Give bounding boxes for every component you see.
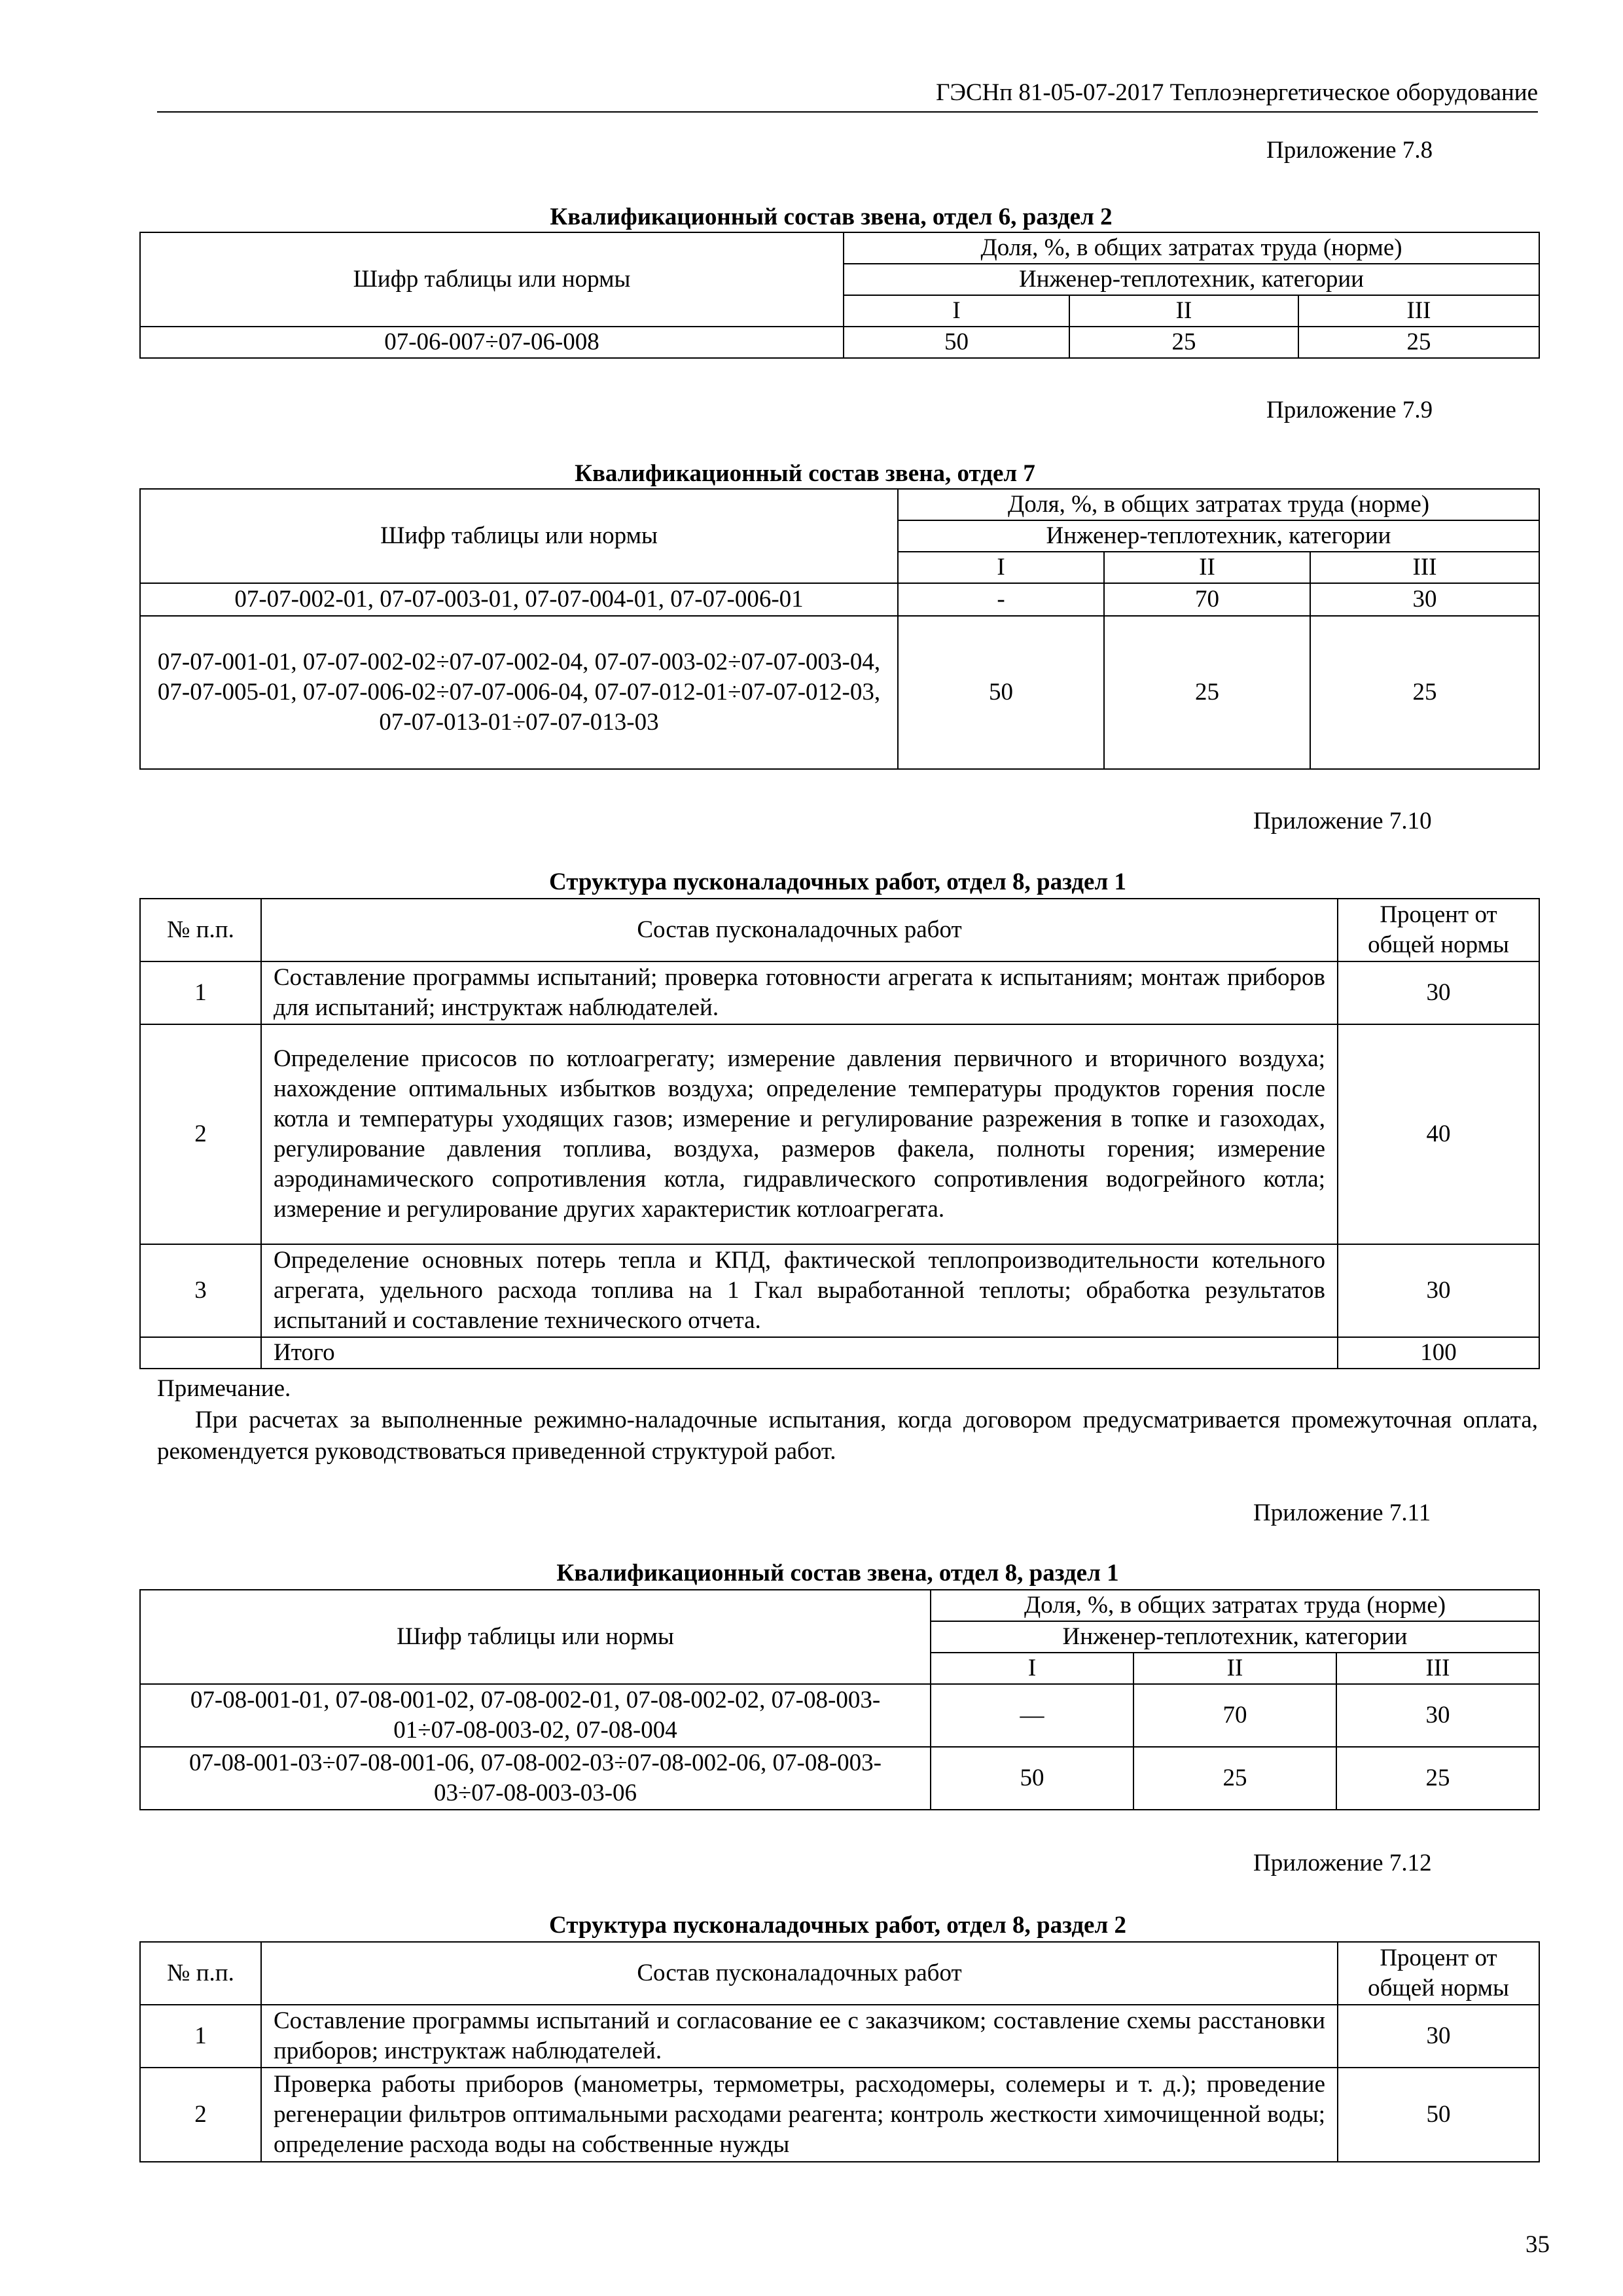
cell-cat-2: 70 xyxy=(1104,583,1310,616)
cell-number: 2 xyxy=(140,2068,261,2162)
header-cat-3: III xyxy=(1336,1653,1539,1684)
header-code: Шифр таблицы или нормы xyxy=(140,489,898,583)
cell-number: 2 xyxy=(140,1024,261,1244)
header-cat-1: I xyxy=(931,1653,1133,1684)
header-engineer: Инженер-теплотехник, категории xyxy=(844,264,1539,295)
cell-cat-1: - xyxy=(898,583,1104,616)
cell-cat-3: 30 xyxy=(1310,583,1539,616)
running-header xyxy=(157,77,1538,113)
table-7-8-caption: Квалификационный состав звена, отдел 6, раздел 2 xyxy=(550,204,1113,230)
header-percent: Процент от общей нормы xyxy=(1338,899,1539,961)
header-work: Состав пусконаладочных работ xyxy=(261,1942,1338,2005)
table-7-12-caption: Структура пусконаладочных работ, отдел 8, раздел 2 xyxy=(549,1912,1126,1939)
table-7-10 xyxy=(139,898,1540,1369)
cell-code: 07-08-001-03÷07-08-001-06, 07-08-002-03÷07-08-002-06, 07-08-003-03÷07-08-003-03-06 xyxy=(140,1747,931,1810)
header-code: Шифр таблицы или нормы xyxy=(140,232,844,327)
cell-number-empty xyxy=(140,1337,261,1369)
table-7-11-caption: Квалификационный состав звена, отдел 8, раздел 1 xyxy=(556,1560,1119,1587)
cell-number: 3 xyxy=(140,1244,261,1337)
cell-code: 07-07-002-01, 07-07-003-01, 07-07-004-01, 07-07-006-01 xyxy=(140,583,898,616)
appendix-7-8-label: Приложение 7.8 xyxy=(1266,137,1433,164)
appendix-7-9-label: Приложение 7.9 xyxy=(1266,397,1433,423)
header-share: Доля, %, в общих затратах труда (норме) xyxy=(844,232,1539,264)
cell-code: 07-06-007÷07-06-008 xyxy=(140,327,844,358)
note-title: Примечание. xyxy=(157,1375,291,1402)
page-number: 35 xyxy=(1525,2231,1550,2258)
header-number: № п.п. xyxy=(140,899,261,961)
total-value: 100 xyxy=(1338,1337,1539,1369)
cell-cat-2: 25 xyxy=(1133,1747,1336,1810)
cell-cat-1: 50 xyxy=(898,616,1104,769)
cell-work: Проверка работы приборов (манометры, термометры, расходомеры, солемеры и т. д.); проведение регенерации фильтров оптимальными расходами реагента; контроль жесткости химочищенной воды; определение расхода воды на собственные нужды xyxy=(261,2068,1338,2162)
table-row xyxy=(140,1684,1539,1747)
table-row xyxy=(140,1244,1539,1337)
table-row xyxy=(140,327,1539,358)
table-row xyxy=(140,583,1539,616)
cell-cat-3: 30 xyxy=(1336,1684,1539,1747)
header-engineer: Инженер-теплотехник, категории xyxy=(931,1621,1539,1653)
table-row xyxy=(140,2068,1539,2162)
appendix-7-11-label: Приложение 7.11 xyxy=(1253,1499,1431,1526)
cell-code: 07-08-001-01, 07-08-001-02, 07-08-002-01, 07-08-002-02, 07-08-003-01÷07-08-003-02, 07-08-004 xyxy=(140,1684,931,1747)
cell-work: Составление программы испытаний и согласование ее с заказчиком; составление схемы расстановки приборов; инструктаж наблюдателей. xyxy=(261,2005,1338,2068)
table-total-row xyxy=(140,1337,1539,1369)
header-engineer: Инженер-теплотехник, категории xyxy=(898,520,1539,552)
cell-cat-3: 25 xyxy=(1310,616,1539,769)
table-7-11 xyxy=(139,1589,1540,1810)
table-row xyxy=(140,1747,1539,1810)
cell-percent: 40 xyxy=(1338,1024,1539,1244)
appendix-7-10-label: Приложение 7.10 xyxy=(1253,808,1432,834)
cell-percent: 30 xyxy=(1338,961,1539,1024)
cell-cat-1: 50 xyxy=(931,1747,1133,1810)
header-share: Доля, %, в общих затратах труда (норме) xyxy=(898,489,1539,520)
running-title: ГЭСНп 81-05-07-2017 Теплоэнергетическое оборудование xyxy=(936,79,1538,106)
total-label: Итого xyxy=(261,1337,1338,1369)
note-text: При расчетах за выполненные режимно-наладочные испытания, когда договором предусматривается промежуточная оплата, рекомендуется руководствоваться приведенной структурой работ. xyxy=(157,1407,1538,1465)
table-7-10-caption: Структура пусконаладочных работ, отдел 8, раздел 1 xyxy=(549,869,1126,895)
table-row xyxy=(140,2005,1539,2068)
table-row xyxy=(140,1024,1539,1244)
cell-percent: 50 xyxy=(1338,2068,1539,2162)
cell-cat-2: 25 xyxy=(1104,616,1310,769)
header-cat-3: III xyxy=(1310,552,1539,583)
cell-cat-1: 50 xyxy=(844,327,1069,358)
header-work: Состав пусконаладочных работ xyxy=(261,899,1338,961)
table-7-9-caption: Квалификационный состав звена, отдел 7 xyxy=(575,460,1035,487)
header-cat-3: III xyxy=(1298,295,1539,327)
header-cat-2: II xyxy=(1104,552,1310,583)
header-cat-2: II xyxy=(1133,1653,1336,1684)
cell-cat-3: 25 xyxy=(1336,1747,1539,1810)
cell-code: 07-07-001-01, 07-07-002-02÷07-07-002-04, 07-07-003-02÷07-07-003-04, 07-07-005-01, 07-07-006-02÷07-07-006-04, 07-07-012-01÷07-07-012-03, 07-07-013-01÷07-07-013-03 xyxy=(140,616,898,769)
table-row xyxy=(140,961,1539,1024)
cell-work: Определение основных потерь тепла и КПД, фактической теплопроизводительности котельного агрегата, удельного расхода топлива на 1 Гкал выработанной теплоты; обработка результатов испытаний и составление технического отчета. xyxy=(261,1244,1338,1337)
table-7-8 xyxy=(139,232,1540,359)
cell-number: 1 xyxy=(140,2005,261,2068)
header-cat-2: II xyxy=(1069,295,1298,327)
header-cat-1: I xyxy=(844,295,1069,327)
appendix-7-12-label: Приложение 7.12 xyxy=(1253,1850,1432,1876)
note-block xyxy=(157,1373,1538,1467)
cell-cat-2: 25 xyxy=(1069,327,1298,358)
cell-percent: 30 xyxy=(1338,1244,1539,1337)
header-code: Шифр таблицы или нормы xyxy=(140,1590,931,1684)
cell-work: Составление программы испытаний; проверка готовности агрегата к испытаниям; монтаж приборов для испытаний; инструктаж наблюдателей. xyxy=(261,961,1338,1024)
cell-cat-1: — xyxy=(931,1684,1133,1747)
cell-percent: 30 xyxy=(1338,2005,1539,2068)
cell-cat-3: 25 xyxy=(1298,327,1539,358)
header-share: Доля, %, в общих затратах труда (норме) xyxy=(931,1590,1539,1621)
table-7-9 xyxy=(139,488,1540,770)
header-number: № п.п. xyxy=(140,1942,261,2005)
header-cat-1: I xyxy=(898,552,1104,583)
header-percent: Процент от общей нормы xyxy=(1338,1942,1539,2005)
cell-number: 1 xyxy=(140,961,261,1024)
cell-cat-2: 70 xyxy=(1133,1684,1336,1747)
table-7-12 xyxy=(139,1941,1540,2162)
cell-work: Определение присосов по котлоагрегату; измерение давления первичного и вторичного воздуха; нахождение оптимальных избытков воздуха; определение температуры продуктов горения после котла и температуры уходящих газов; измерение и регулирование разрежения в топке и газоходах, регулирование давления топлива, воздуха, размеров факела, полноты горения; измерение аэродинамического сопротивления котла, гидравлического сопротивления водогрейного котла; измерение и регулирование других характеристик котлоагрегата. xyxy=(261,1024,1338,1244)
table-row xyxy=(140,616,1539,769)
